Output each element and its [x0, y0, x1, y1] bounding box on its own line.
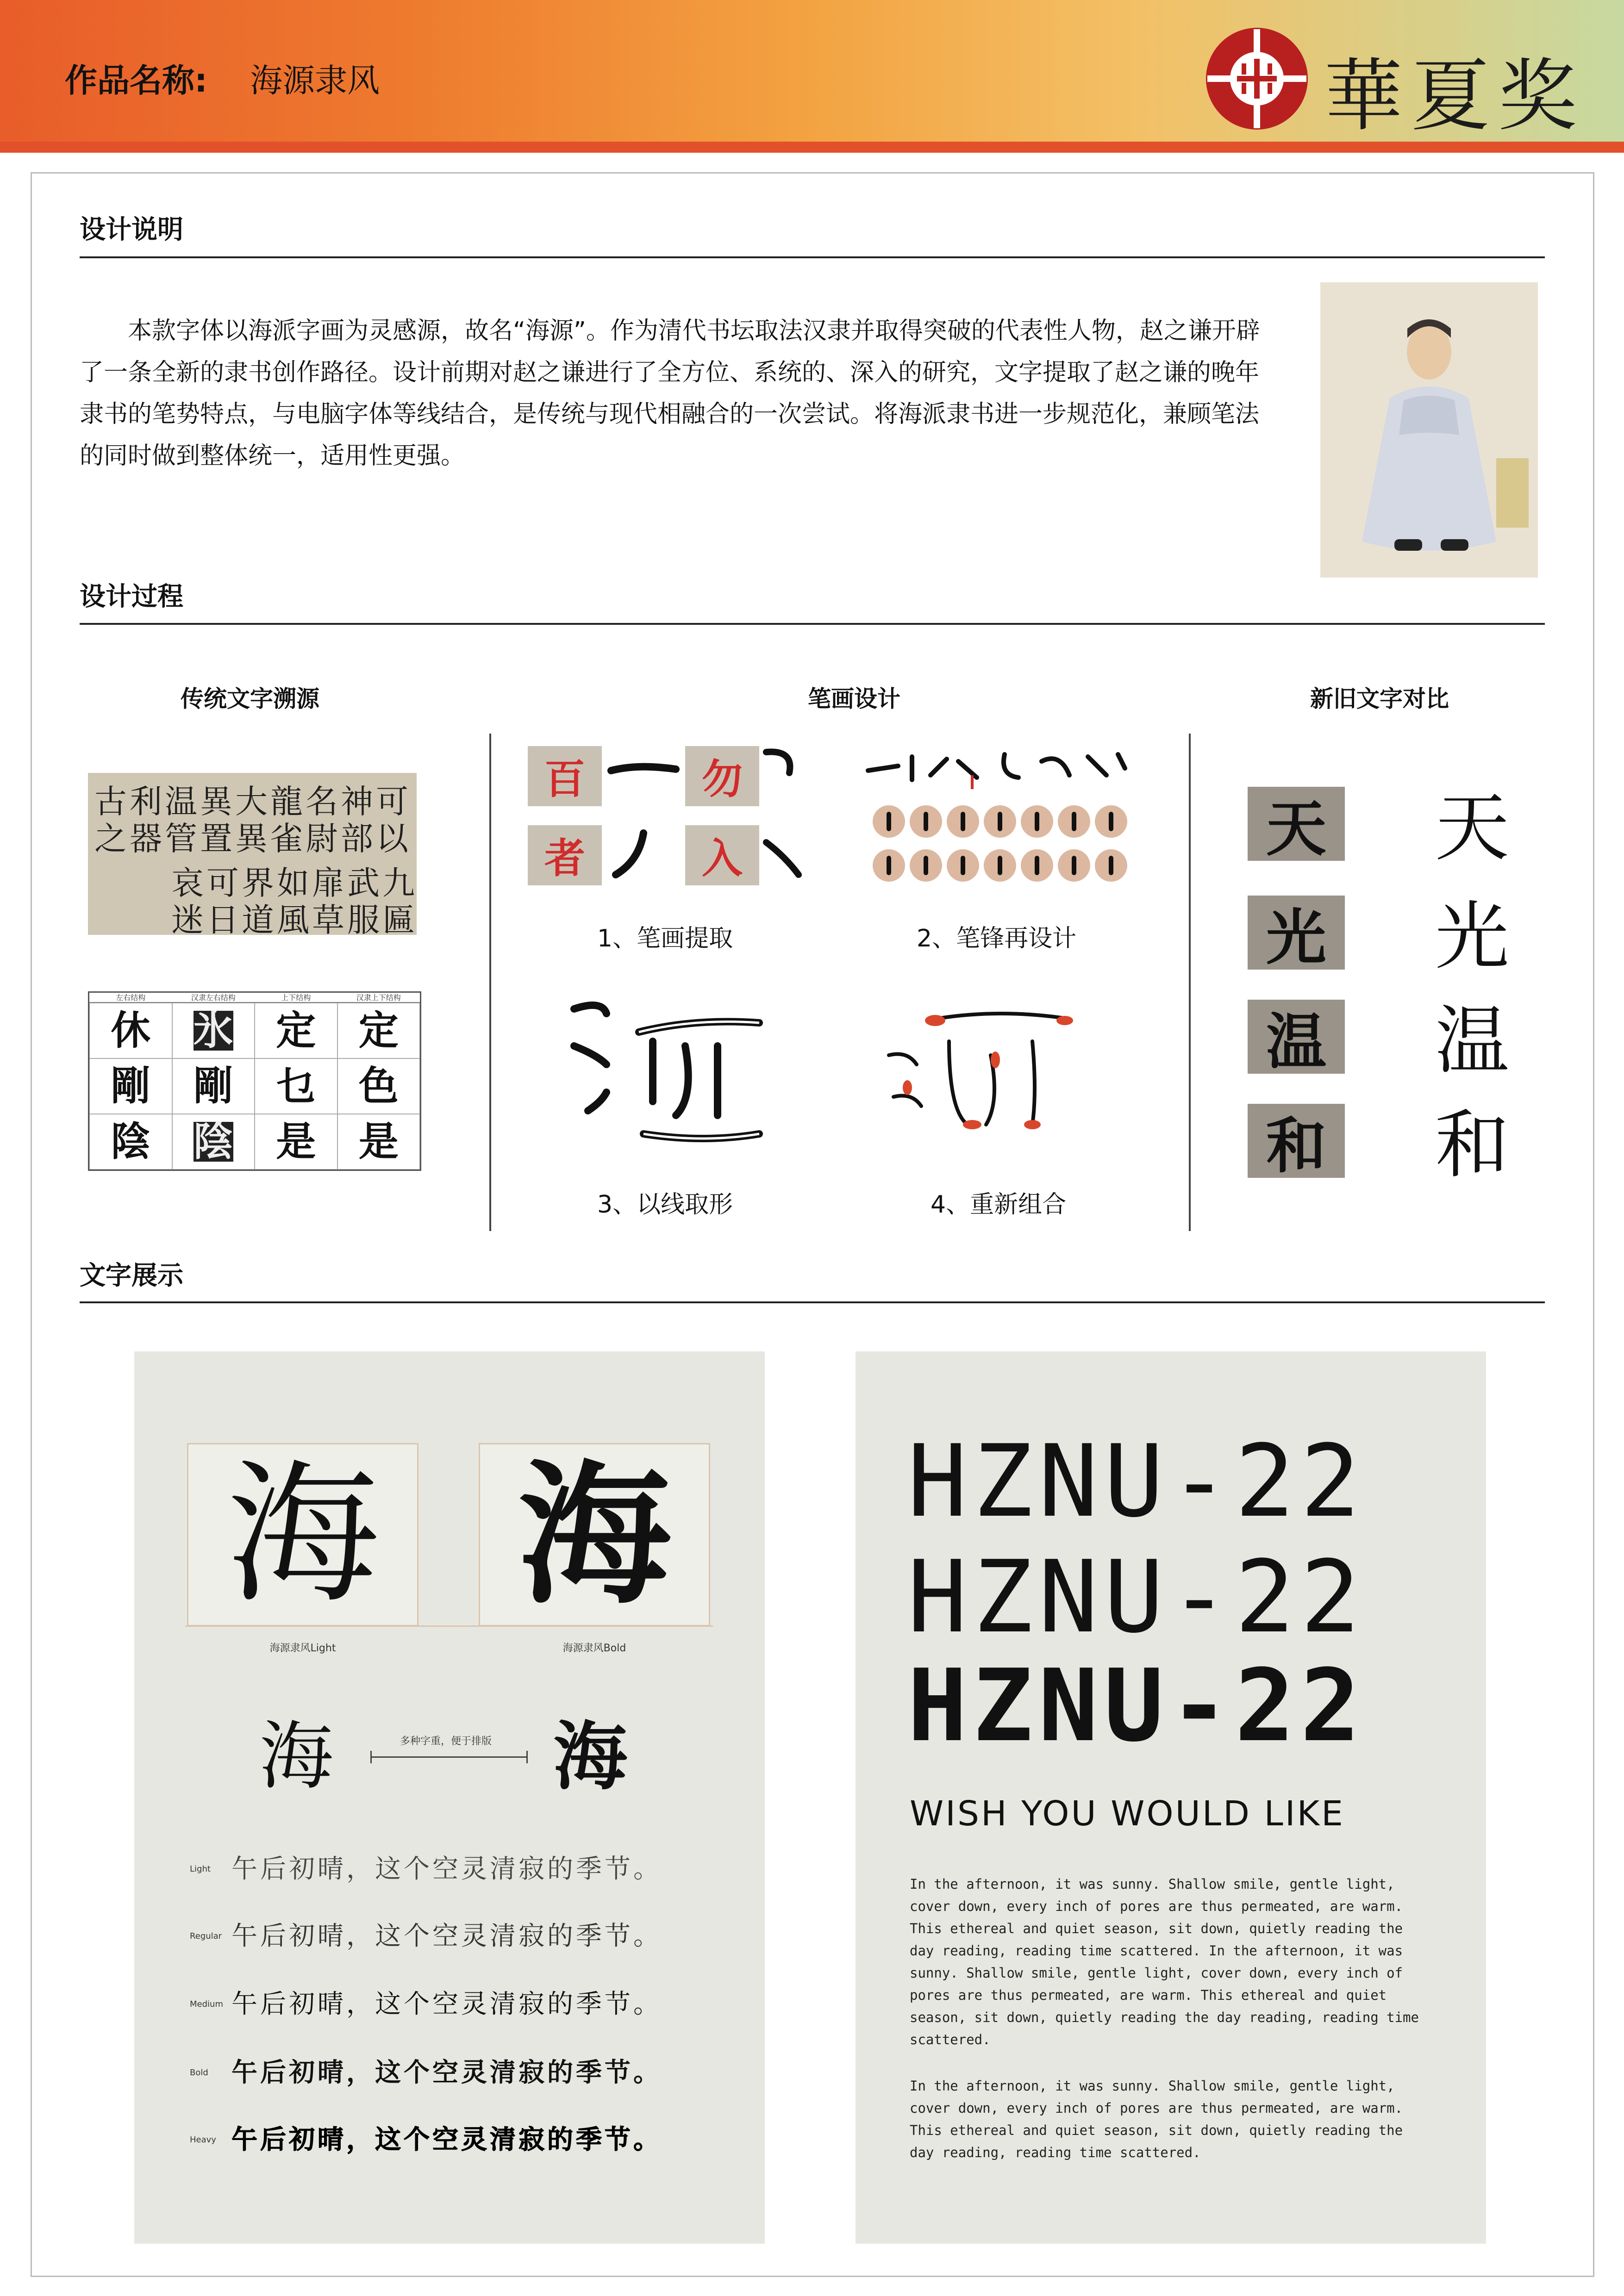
stroke-tip-sample: [984, 805, 1016, 838]
new-char-sample: [1417, 891, 1528, 980]
stroke-tip-sample: [1021, 849, 1053, 882]
stroke-tip-sample: [947, 805, 979, 838]
stroke-tip-sample: [1058, 805, 1090, 838]
structure-cell: [255, 1058, 337, 1114]
stroke-tip-sample: [1095, 849, 1127, 882]
structure-header-cell: 左右结构: [116, 993, 146, 1002]
structure-cell: [172, 1058, 255, 1114]
weight-sample-text: 午后初晴，这个空灵清寂的季节。: [231, 1921, 662, 1951]
old-char-sample: [1248, 1104, 1345, 1181]
old-char: 光: [1266, 902, 1326, 973]
weight-tag: Regular: [190, 1931, 222, 1941]
stroke-sample-char: 勿: [701, 755, 743, 803]
structure-char: 陰: [111, 1118, 151, 1165]
weight-sample-text: 午后初晴，这个空灵清寂的季节。: [231, 2124, 662, 2155]
section-rule: [80, 623, 1545, 625]
stroke-tip-sample: [873, 805, 905, 838]
structure-cell: [172, 1114, 255, 1170]
brand-logo-icon: [1204, 25, 1310, 132]
work-name-label-text: 作品名称: [65, 62, 194, 100]
new-char: 光: [1435, 893, 1509, 980]
recombination-graphic: [880, 1000, 1088, 1152]
hznu-line-bold: HZNU-22: [907, 1648, 1366, 1764]
structure-char: 是: [276, 1118, 316, 1165]
col-title-tradition: 传统文字溯源: [181, 685, 319, 712]
structure-cell: [255, 1003, 337, 1058]
structure-cell: [255, 1114, 337, 1170]
wish-heading: WISH YOU WOULD LIKE: [910, 1794, 1345, 1834]
extracted-strokes-graphic: [762, 745, 803, 893]
structure-cell: [89, 1114, 172, 1170]
stroke-tip-sample: [1095, 805, 1127, 838]
stroke-tip-sample: [873, 849, 905, 882]
stroke-sample: [528, 746, 602, 806]
glyph-small-light: 海: [259, 1713, 334, 1799]
section-rule: [80, 1301, 1545, 1303]
glyph-light: 海: [226, 1446, 379, 1624]
structure-header-cell: 上下结构: [281, 993, 311, 1002]
calligraphy-rubbing-image: [88, 773, 418, 939]
stroke-sample: [528, 825, 602, 885]
body-paragraph: In the afternoon, it was sunny. Shallow smile, gentle light, cover down, every inch of pores are thus permeated, are warm. This ethereal and quiet season, sit down, quietly reading the day reading, reading time scattered.: [910, 2078, 1403, 2160]
structure-char: 剛: [193, 1063, 233, 1109]
column-divider: [1189, 734, 1191, 1231]
section-title-process: 设计过程: [80, 582, 183, 612]
structure-char: 休: [111, 1007, 151, 1054]
structure-cell: [89, 1003, 172, 1058]
line-form-graphic: [565, 995, 773, 1157]
rubbing-row: 之器管置異雀尉部以: [94, 820, 411, 858]
structure-char: 定: [276, 1007, 316, 1054]
work-name-value: 海源隶风: [250, 62, 380, 100]
section-rule: [80, 256, 1545, 258]
weight-tag: Heavy: [190, 2135, 216, 2145]
hznu-line-regular: HZNU-22: [907, 1539, 1366, 1655]
old-char-sample: [1248, 896, 1345, 973]
structure-char: 是: [358, 1118, 399, 1165]
weight-tag: Light: [190, 1864, 211, 1874]
work-name-label: [65, 55, 207, 101]
structure-cell: [337, 1114, 420, 1170]
stroke-sample-char: 百: [544, 755, 585, 803]
stroke-sample: [685, 746, 759, 806]
stroke-tip-sample: [1058, 849, 1090, 882]
stroke-tip-sample: [910, 849, 942, 882]
new-char: 温: [1435, 997, 1509, 1084]
portrait-image: [1320, 282, 1538, 578]
new-char: 和: [1435, 1101, 1509, 1188]
structure-char: 陰: [193, 1118, 233, 1165]
work-name-separator: :: [194, 62, 207, 100]
column-divider: [489, 734, 491, 1231]
new-char-sample: [1417, 1099, 1528, 1188]
structure-cell: [337, 1003, 420, 1058]
new-char-sample: [1417, 995, 1528, 1084]
old-char: 温: [1266, 1006, 1326, 1077]
extracted-strokes-graphic: [606, 750, 681, 889]
weight-sample-text: 午后初晴，这个空灵清寂的季节。: [231, 1854, 662, 1884]
weight-tag: Medium: [190, 1999, 223, 2009]
structure-cell: [172, 1003, 255, 1058]
step-label-1: 1、笔画提取: [597, 925, 733, 952]
step-label-2: 2、笔锋再设计: [917, 925, 1077, 952]
bold-caption: 海源隶风Bold: [562, 1643, 626, 1654]
new-char-sample: [1417, 782, 1528, 871]
weight-range-arrow: [370, 1756, 528, 1758]
old-char-sample: [1248, 1000, 1345, 1077]
body-paragraph: In the afternoon, it was sunny. Shallow smile, gentle light, cover down, every inch of pores are thus permeated, are warm. This ethereal and quiet season, sit down, quietly reading the day reading, reading time scattered. In the afternoon, it was sunny. Shallow smile, gentle light, cover down, every inch of pores are thus permeated, are warm. This ethereal and quiet season, sit down, quietly reading the day reading, reading time scattered.: [910, 1876, 1419, 2047]
new-char: 天: [1435, 784, 1509, 871]
design-description: 本款字体以海派字画为灵感源，故名“海源”。作为清代书坛取法汉隶并取得突破的代表性人物，赵之谦开辟了一条全新的隶书创作路径。设计前期对赵之谦进行了全方位、系统的、深入的研究，文字提取了赵之谦的晚年隶书的笔势特点，与电脑字体等线结合，是传统与现代相融合的一次尝试。将海派隶书进一步规范化，兼顾笔法的同时做到整体统一，适用性更强。: [80, 317, 1260, 470]
structure-char: 乜: [276, 1063, 316, 1109]
stroke-tip-sample: [910, 805, 942, 838]
section-title-design-notes: 设计说明: [80, 215, 183, 245]
weight-tag: Bold: [190, 2068, 208, 2078]
glyph-bold: 海: [518, 1445, 671, 1624]
stroke-tip-redesign-graphic: [866, 743, 1130, 794]
weight-sample-text: 午后初晴，这个空灵清寂的季节。: [231, 1989, 662, 2019]
structure-char: 剛: [111, 1063, 151, 1109]
glyph-small-bold: 海: [553, 1713, 628, 1800]
old-char-sample: [1248, 787, 1345, 864]
step-label-4: 4、重新组合: [931, 1191, 1067, 1219]
stroke-sample-char: 者: [544, 834, 585, 882]
stroke-sample-char: 入: [701, 834, 743, 882]
old-char: 天: [1266, 793, 1326, 864]
col-title-stroke-design: 笔画设计: [808, 685, 900, 712]
structure-header-cell: 汉隶左右结构: [191, 993, 236, 1002]
stroke-sample: [685, 825, 759, 885]
weight-note: 多种字重，便于排版: [400, 1736, 492, 1747]
structure-char: 色: [358, 1063, 399, 1109]
section-title-showcase: 文字展示: [80, 1261, 183, 1291]
structure-char: 定: [358, 1007, 399, 1054]
structure-cell: [89, 1058, 172, 1114]
structure-char: 氷: [193, 1007, 233, 1054]
rubbing-row: 古利温異大龍名神可: [94, 783, 411, 821]
stroke-tip-sample: [984, 849, 1016, 882]
rubbing-row: 哀可界如扉武九: [171, 864, 418, 902]
structure-table-grid: [89, 1003, 420, 1170]
glyph-bold-box: [479, 1443, 710, 1626]
brand-name: 華夏奖: [1324, 50, 1586, 142]
step-label-3: 3、以线取形: [597, 1191, 733, 1219]
glyph-baseline-rule: [185, 1625, 713, 1627]
structure-cell: [337, 1058, 420, 1114]
structure-header-cell: 汉隶上下结构: [356, 993, 401, 1002]
stroke-tip-sample: [1021, 805, 1053, 838]
hznu-line-light: HZNU-22: [907, 1423, 1366, 1539]
light-caption: 海源隶风Light: [269, 1643, 336, 1654]
weight-sample-text: 午后初晴，这个空灵清寂的季节。: [231, 2057, 662, 2088]
glyph-light-box: [187, 1443, 418, 1626]
structure-table-header: [89, 993, 420, 1003]
structure-comparison-table: [88, 991, 421, 1171]
col-title-comparison: 新旧文字对比: [1310, 685, 1449, 712]
old-char: 和: [1266, 1110, 1326, 1181]
rubbing-row: 迷日道風草服匾: [171, 901, 418, 939]
stroke-tip-sample: [947, 849, 979, 882]
